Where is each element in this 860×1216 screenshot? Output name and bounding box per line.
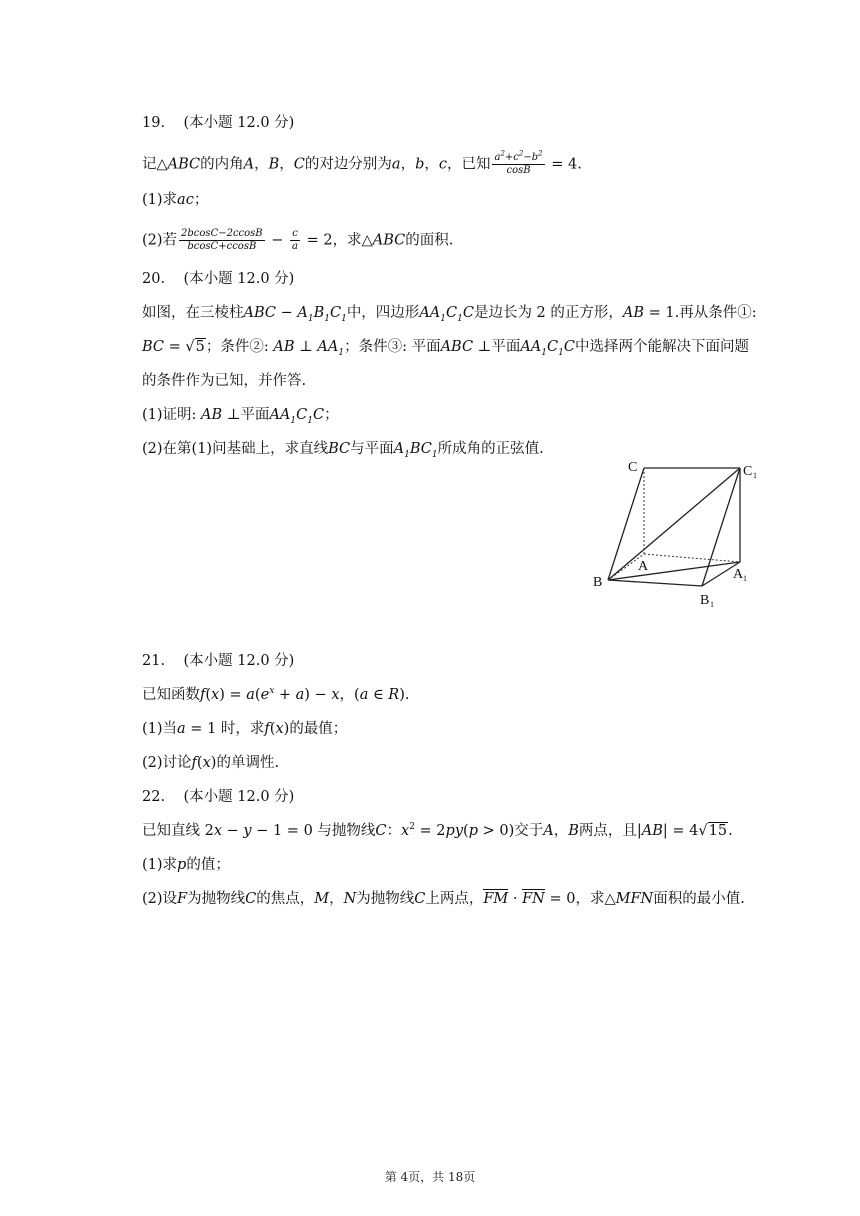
q22-header [142,787,294,807]
label-A: A [638,559,649,574]
q20-number: 20. [142,271,166,287]
q22-part1: (1)求p的值； [142,857,230,873]
q21-part2: (2)讨论f(x)的单调性. [142,755,280,771]
edge-BA1 [608,562,740,580]
label-C1: C [743,464,753,479]
q20-tag: (本小题 12.0 分) [183,271,295,287]
prism-figure [588,458,758,618]
q19-tag: (本小题 12.0 分) [183,115,295,131]
label-A1-sub: 1 [743,574,747,583]
q20-line2: BC = √5；条件②: AB ⊥ $AA_1$；条件③: 平面ABC ⊥平面$AA_1C_1C$中选择两个能解决下面问题 [142,339,749,358]
q19-fraction: $\frac{a^2+c^2-b^2}{\cos B}$ [494,149,543,176]
q19-stem: 记△ABC的内角A，B，C的对边分别为a，b，c，已知 $\frac{a^2+c^2-b^2}{\cos B}$ = 4. [142,149,582,176]
q19-part2-fraction: $\frac{2bcosC-2ccosB}{bcosC+ccosB}$ [181,228,263,252]
q19-header [142,113,294,133]
q22-tag: (本小题 12.0 分) [183,789,295,805]
label-B: B [593,575,603,590]
label-B1-sub: 1 [710,600,714,609]
q20-line1: 如图，在三棱柱ABC − $A_1B_1C_1$中，四边形$AA_1C_1C$是边长为 2 的正方形，AB = 1.再从条件①: [142,305,757,324]
q21-stem: 已知函数$f(x) = a(e^x + a) - x$，(a ∈ R). [142,686,410,703]
q20-header [142,269,294,289]
q22-number: 22. [142,789,166,805]
edge-BB1 [608,580,702,586]
q19-part2-fraction2: $\frac{c}{a}$ [292,228,299,252]
label-B1: B [700,593,710,608]
q21-header [142,651,294,671]
q20-line3: 的条件作为已知，并作答. [142,373,307,389]
edge-AA1-hidden [644,554,740,562]
q20-part2: (2)在第(1)问基础上，求直线BC与平面$A_1BC_1$所成角的正弦值. [142,441,544,460]
q19-number: 19. [142,115,166,131]
q22-part2: (2)设F为抛物线C的焦点，M，N为抛物线C上两点，FM · FN = 0，求△MFN面积的最小值. [142,891,745,907]
label-C1-sub: 1 [753,471,757,480]
q21-tag: (本小题 12.0 分) [183,653,295,669]
q22-stem: 已知直线 2x − y − 1 = 0 与抛物线C：$x^2 = 2py(p > 0)$交于A，B两点，且|AB| = 4√15. [142,822,733,839]
q20-part1: (1)证明: AB ⊥平面$AA_1C_1C$； [142,407,339,426]
page-footer: 第 4页，共 18页 [384,1170,476,1184]
q21-part1: (1)当a = 1 时，求f(x)的最值； [142,721,348,737]
q21-number: 21. [142,653,166,669]
q19-part2: (2)若 $\frac{2bcosC-2ccosB}{bcosC+ccosB}$ − $\frac{c}{a}$ = 2，求△ABC的面积. [142,228,454,252]
label-C: C [628,460,638,475]
edge-BC1 [608,468,740,580]
q19-part1: (1)求ac； [142,192,209,208]
label-A1: A [733,567,744,582]
